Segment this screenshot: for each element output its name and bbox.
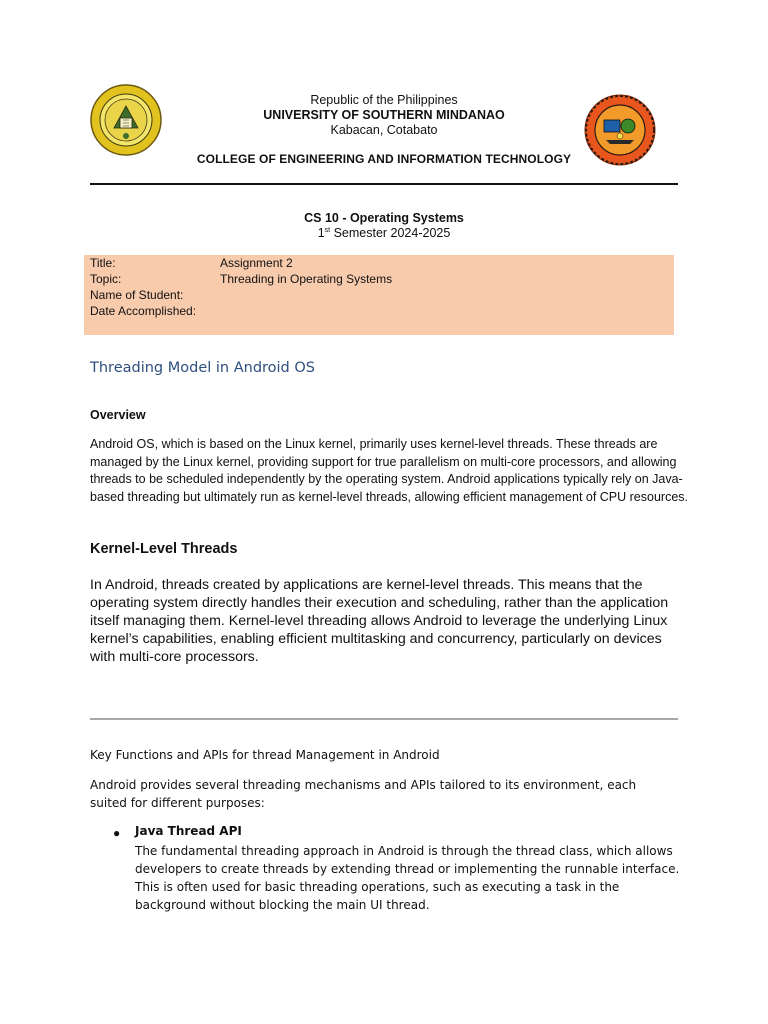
section-heading: Threading Model in Android OS [90,360,315,376]
info-label-student: Name of Student: [90,288,184,302]
overview-title: Overview [90,408,146,422]
header-divider [90,183,678,185]
kernel-threads-paragraph: In Android, threads created by applications are kernel-level threads. This means that the operating system directly handles their execution and scheduling, rather than the application itself managing them. Kernel-level threading allows Android to leverage the underlying Linux kernel’s capabilities, enabling efficient multitasking and concurrency, particularly on devices with multi-core processors. [90,577,669,665]
overview-paragraph: Android OS, which is based on the Linux kernel, primarily uses kernel-level threads. These threads are managed by the Linux kernel, providing support for true parallelism on multi-core processors, and allowing threads to be scheduled independently by the operating system. Android applications typically rely on Java-based threading but ultimately run as kernel-level threads, allowing efficient management of CPU resources. [90,437,689,504]
key-functions-title: Key Functions and APIs for thread Management in Android [90,748,440,762]
assignment-info-box [84,255,674,335]
key-functions-intro: Android provides several threading mechanisms and APIs tailored to its environment, each suited for different purposes: [90,778,637,810]
bullet-icon: ● [113,826,121,840]
course-title: CS 10 - Operating Systems [304,211,464,225]
info-label-title: Title: [90,256,116,270]
bullet-text: The fundamental threading approach in Android is through the thread class, which allows developers to create threads by extending thread or implementing the runnable interface. This is often used for basic threading operations, such as executing a task in the background without blocking the main UI thread. [135,844,680,912]
country-line: Republic of the Philippines [310,93,458,107]
college-name: COLLEGE OF ENGINEERING AND INFORMATION TECHNOLOGY [196,152,572,166]
info-value-topic: Threading in Operating Systems [220,272,393,286]
university-location: Kabacan, Cotabato [330,123,438,137]
bullet-title: Java Thread API [135,824,242,838]
info-value-title: Assignment 2 [220,256,293,270]
semester-line: 1st Semester 2024-2025 [317,226,451,240]
university-name: UNIVERSITY OF SOUTHERN MINDANAO [263,108,505,122]
info-label-date: Date Accomplished: [90,304,197,318]
info-label-topic: Topic: [90,272,122,286]
section-divider [90,718,678,720]
kernel-threads-title: Kernel-Level Threads [90,541,238,557]
